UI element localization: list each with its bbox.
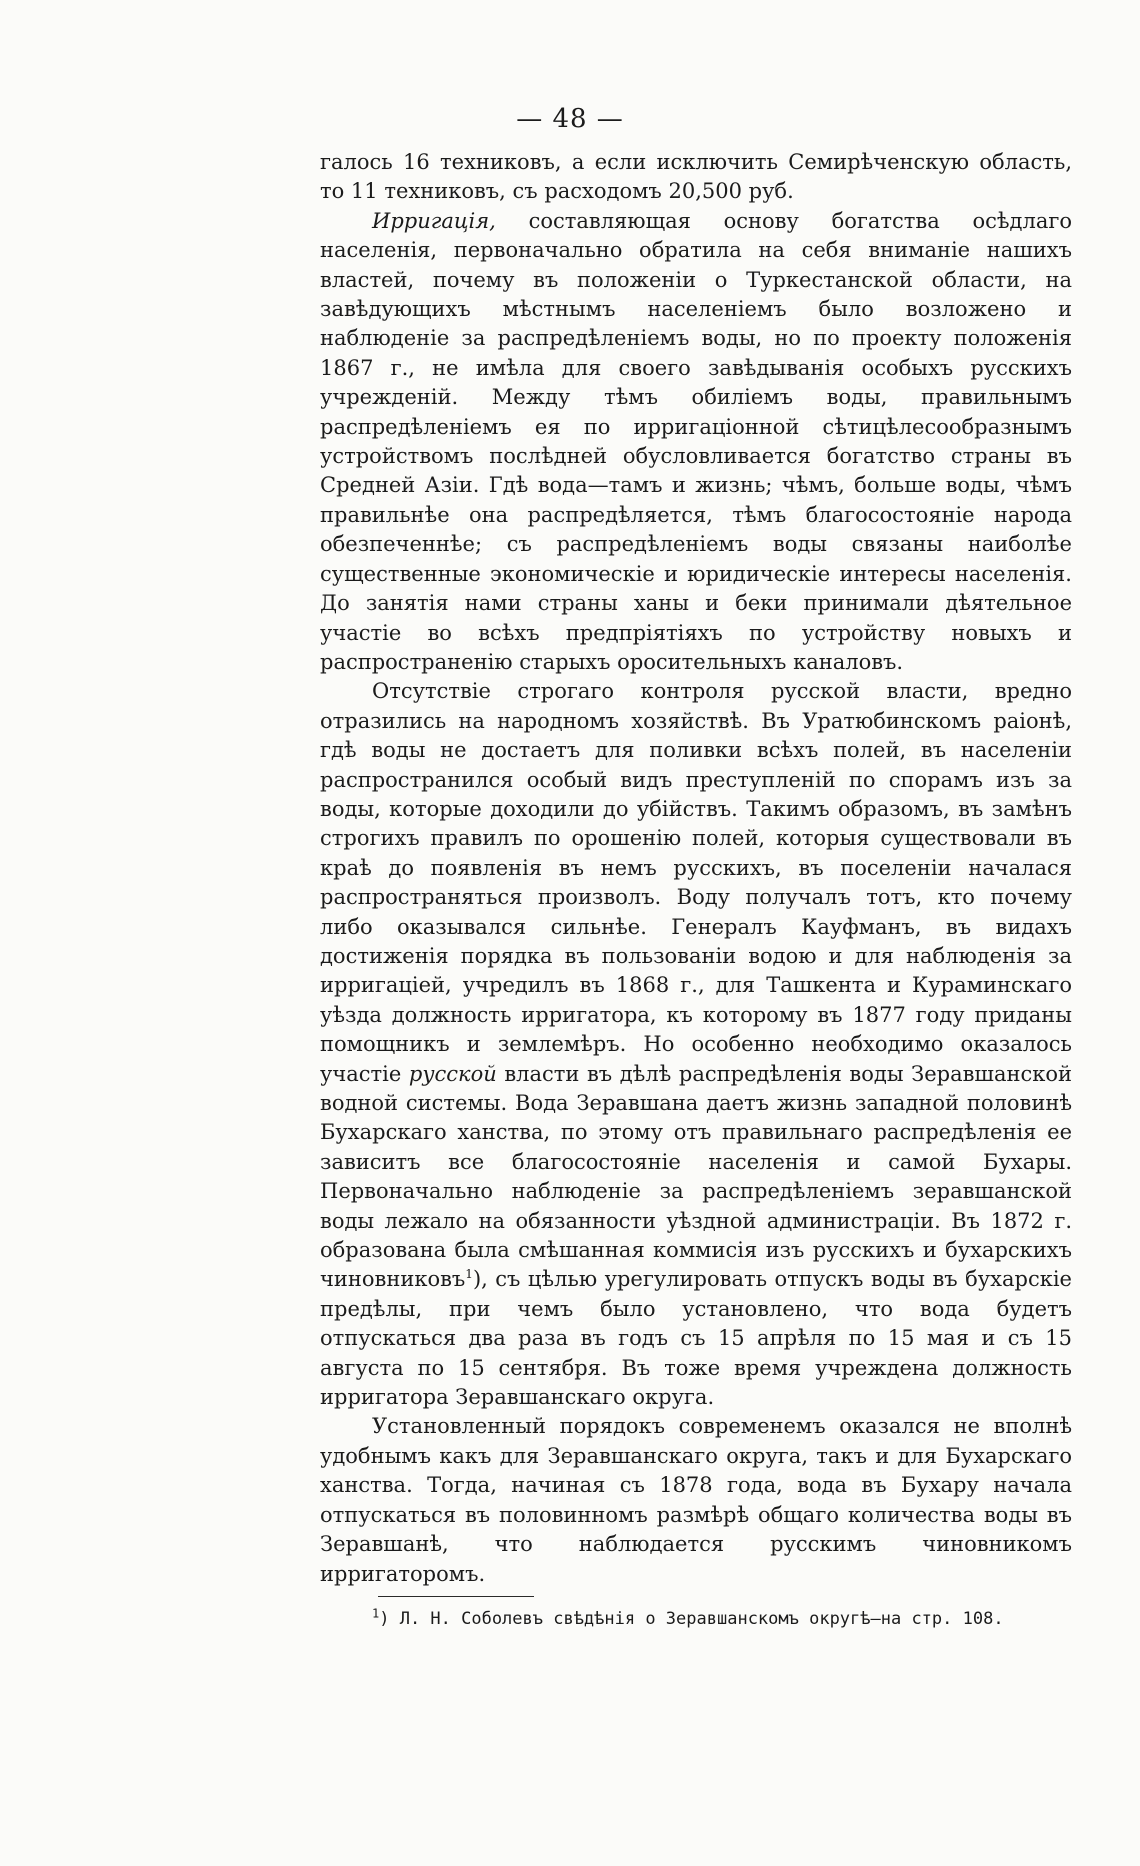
- paragraph-2-lead: Ирригація,: [372, 208, 496, 233]
- paragraph-3-text-a: Отсутствіе строгаго контроля русской власти, вредно отразились на народномъ хозяйствѣ. Въ Уратюбинскомъ раіонѣ, гдѣ воды не достаетъ для поливки всѣхъ полей, въ населеніи распространился особый видъ преступленій по спорамъ изъ за воды, которые доходили до убійствъ. Такимъ образомъ, въ замѣнъ строгихъ правилъ по орошенію полей, которыя существовали въ краѣ до появленія въ немъ русскихъ, въ поселеніи началася распространяться произволъ. Воду получалъ тотъ, кто почему либо оказывался сильнѣе. Генералъ Кауфманъ, въ видахъ достиженія порядка въ пользованіи водою и для наблюденія за ирригаціей, учредилъ въ 1868 г., для Ташкента и Кураминскаго уѣзда должность ирригатора, къ которому въ 1877 году приданы помощникъ и землемѣръ. Но особенно необходимо оказалось участіе: [320, 679, 1072, 1086]
- footnote-text: ) Л. Н. Соболевъ свѣдѣнія о Зеравшанскомъ округѣ—на стр. 108.: [379, 1609, 1004, 1629]
- footnote-reference: 1: [465, 1267, 473, 1282]
- paragraph-3-italic: русской: [408, 1061, 497, 1086]
- paragraph-3-text-b: власти въ дѣлѣ распредѣленія воды Зеравшанской водной системы. Вода Зеравшана даетъ жизнь западной половинѣ Бухарскаго ханства, по этому отъ правильнаго распредѣленія ее зависитъ все благосостояніе населенія и самой Бухары. Первоначально наблюденіе за распредѣленіемъ зеравшанской воды лежало на обязанности уѣздной администраціи. Въ 1872 г. образована была смѣшанная коммисія изъ русскихъ и бухарскихъ чиновниковъ: [320, 1061, 1072, 1292]
- paragraph-2-text: составляющая основу богатства осѣдлаго населенія, первоначально обратила на себя вниманіе нашихъ властей, почему въ положеніи о Туркестанской области, на завѣдующихъ мѣстнымъ населеніемъ было возложено и наблюденіе за распредѣленіемъ воды, но по проекту положенія 1867 г., не имѣла для своего завѣдыванія особыхъ русскихъ учрежденій. Между тѣмъ обиліемъ воды, правильнымъ распредѣленіемъ ея по ирригаціонной сѣтицѣлесообразнымъ устройствомъ послѣдней обусловливается богатство страны въ Средней Азіи. Гдѣ вода—тамъ и жизнь; чѣмъ, больше воды, чѣмъ правильнѣе она распредѣляется, тѣмъ благосостояніе народа обезпеченнѣе; съ распредѣленіемъ воды связаны наиболѣе существенные экономическіе и юридическіе интересы населенія. До занятія нами страны ханы и беки принимали дѣятельное участіе во всѣхъ предпріятіяхъ по устройству новыхъ и распространенію старыхъ оросительныхъ каналовъ.: [320, 208, 1072, 674]
- paragraph-3: [320, 677, 1072, 1412]
- footnote: [372, 1606, 1092, 1632]
- paragraph-3-text-c: ), съ цѣлью урегулировать отпускъ воды въ бухарскіе предѣлы, при чемъ было установлено, что вода будетъ отпускаться два раза въ годъ съ 15 апрѣля по 15 мая и съ 15 августа по 15 сентября. Въ тоже время учреждена должность ирригатора Зеравшанскаго округа.: [320, 1267, 1072, 1410]
- paragraph-1: галось 16 техниковъ, а если исключить Семирѣченскую область, то 11 техниковъ, съ расходомъ 20,500 руб.: [320, 150, 1072, 204]
- paragraph-4: Установленный порядокъ современемъ оказался не вполнѣ удобнымъ какъ для Зеравшанскаго округа, такъ и для Бухарскаго ханства. Тогда, начиная съ 1878 года, вода въ Бухару начала отпускаться въ половинномъ размѣрѣ общаго количества воды въ Зеравшанѣ, что наблюдается русскимъ чиновникомъ ирригаторомъ.: [320, 1414, 1072, 1586]
- footnote-divider: [378, 1596, 534, 1597]
- footnote-marker: 1: [372, 1606, 380, 1621]
- page-number: — 48 —: [516, 104, 624, 134]
- paragraph-2: [320, 207, 1072, 678]
- main-text: [320, 148, 1072, 1589]
